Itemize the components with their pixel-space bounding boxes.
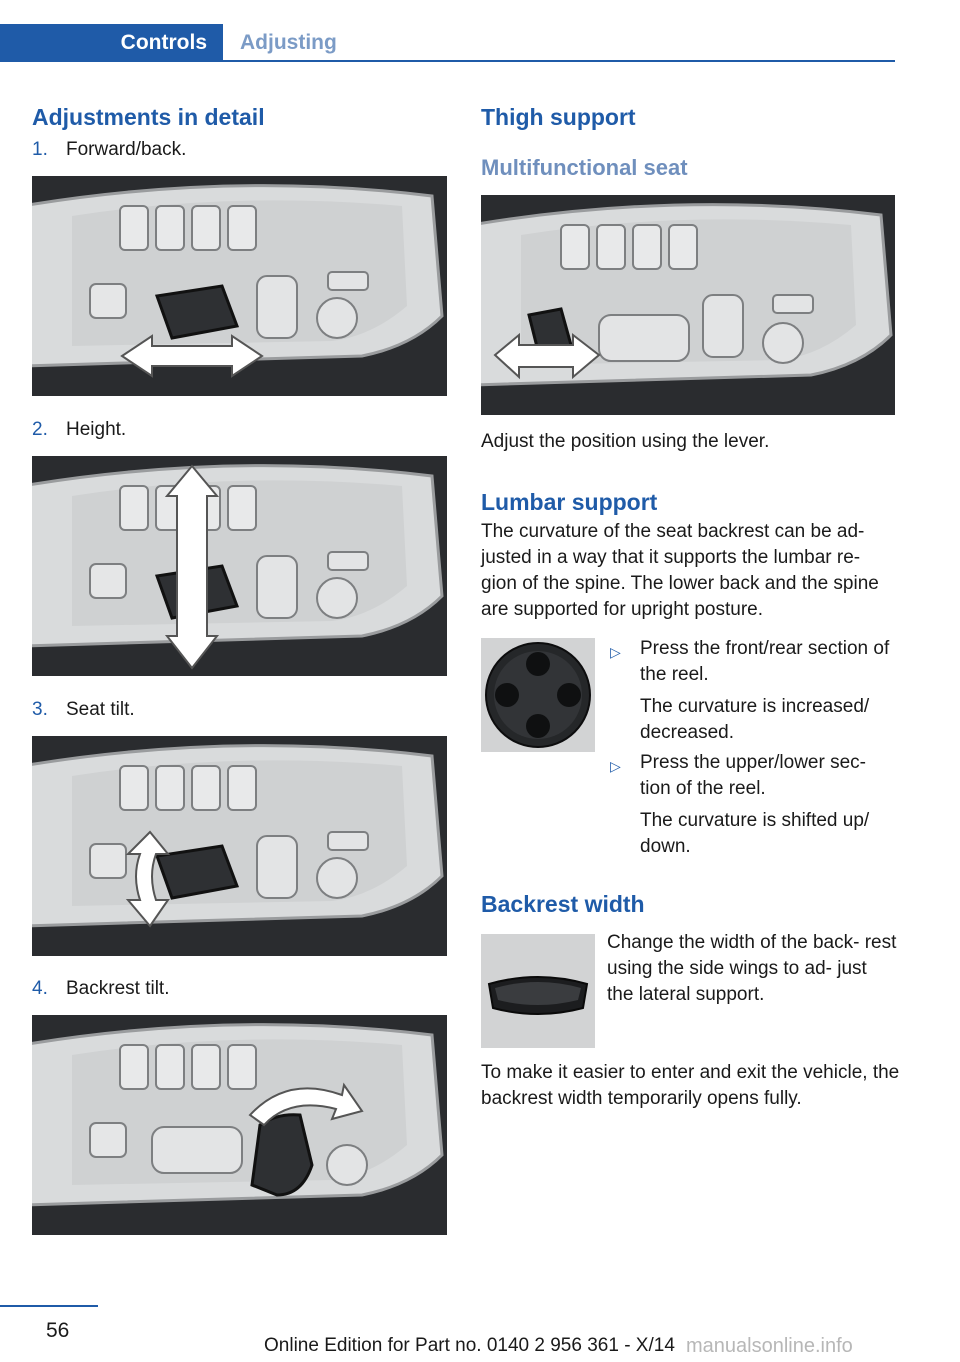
bullet-triangle-icon: ▷	[610, 644, 621, 660]
bullet-subtext: The curvature is increased/ decreased.	[640, 696, 870, 743]
backrest-width-text: Change the width of the back‐ rest using the side wings to ad‐ just the lateral support.	[607, 932, 897, 1005]
seat-height-illustration	[32, 456, 447, 676]
step-3	[32, 699, 135, 721]
watermark-text: manualsonline.info	[686, 1335, 853, 1357]
backrest-width-switch-illustration	[481, 934, 595, 1048]
lumbar-reel-illustration	[481, 638, 595, 752]
section-tab-adjusting[interactable]: Adjusting	[240, 31, 337, 54]
step-4	[32, 978, 169, 1000]
bullet-triangle-icon: ▷	[610, 758, 621, 774]
seat-tilt-illustration	[32, 736, 447, 956]
page-header	[0, 0, 960, 62]
lumbar-support-text: The curvature of the seat backrest can be ad‐ justed in a way that it supports the lumbar re‐ gion of the spine. The lower back and the spine are supported for upright posture.	[481, 521, 879, 620]
edition-text: Online Edition for Part no. 0140 2 956 361 - X/14	[264, 1335, 675, 1356]
thigh-support-illustration	[481, 195, 895, 415]
step-number: 2.	[32, 419, 48, 440]
bullet-text: Press the front/rear section of the reel.	[640, 638, 890, 685]
header-divider	[0, 60, 895, 62]
step-number: 1.	[32, 139, 48, 160]
bullet-text: Press the upper/lower sec‐ tion of the reel.	[640, 752, 866, 799]
seat-forward-back-illustration	[32, 176, 447, 396]
footer-divider	[0, 1305, 98, 1307]
page-number: 56	[46, 1319, 70, 1342]
lumbar-support-title: Lumbar support	[481, 489, 658, 515]
thigh-support-title: Thigh support	[481, 104, 636, 130]
step-2	[32, 419, 126, 441]
step-1	[32, 139, 186, 161]
backrest-width-title: Backrest width	[481, 891, 645, 917]
step-label: Forward/back.	[66, 139, 187, 160]
backrest-closing-text: To make it easier to enter and exit the vehicle, the backrest width temporarily opens fully.	[481, 1062, 900, 1109]
step-number: 3.	[32, 699, 48, 720]
thigh-support-text: Adjust the position using the lever.	[481, 431, 770, 452]
section-tab-controls[interactable]: Controls	[0, 24, 223, 61]
lumbar-bullet-2	[610, 750, 900, 860]
step-label: Backrest tilt.	[66, 978, 170, 999]
backrest-tilt-illustration	[32, 1015, 447, 1235]
step-label: Seat tilt.	[66, 699, 135, 720]
step-number: 4.	[32, 978, 48, 999]
multifunctional-seat-subtitle: Multifunctional seat	[481, 155, 688, 180]
step-label: Height.	[66, 419, 127, 440]
lumbar-bullet-1	[610, 636, 900, 746]
adjustments-title: Adjustments in detail	[32, 104, 265, 130]
bullet-subtext: The curvature is shifted up/ down.	[640, 810, 870, 857]
